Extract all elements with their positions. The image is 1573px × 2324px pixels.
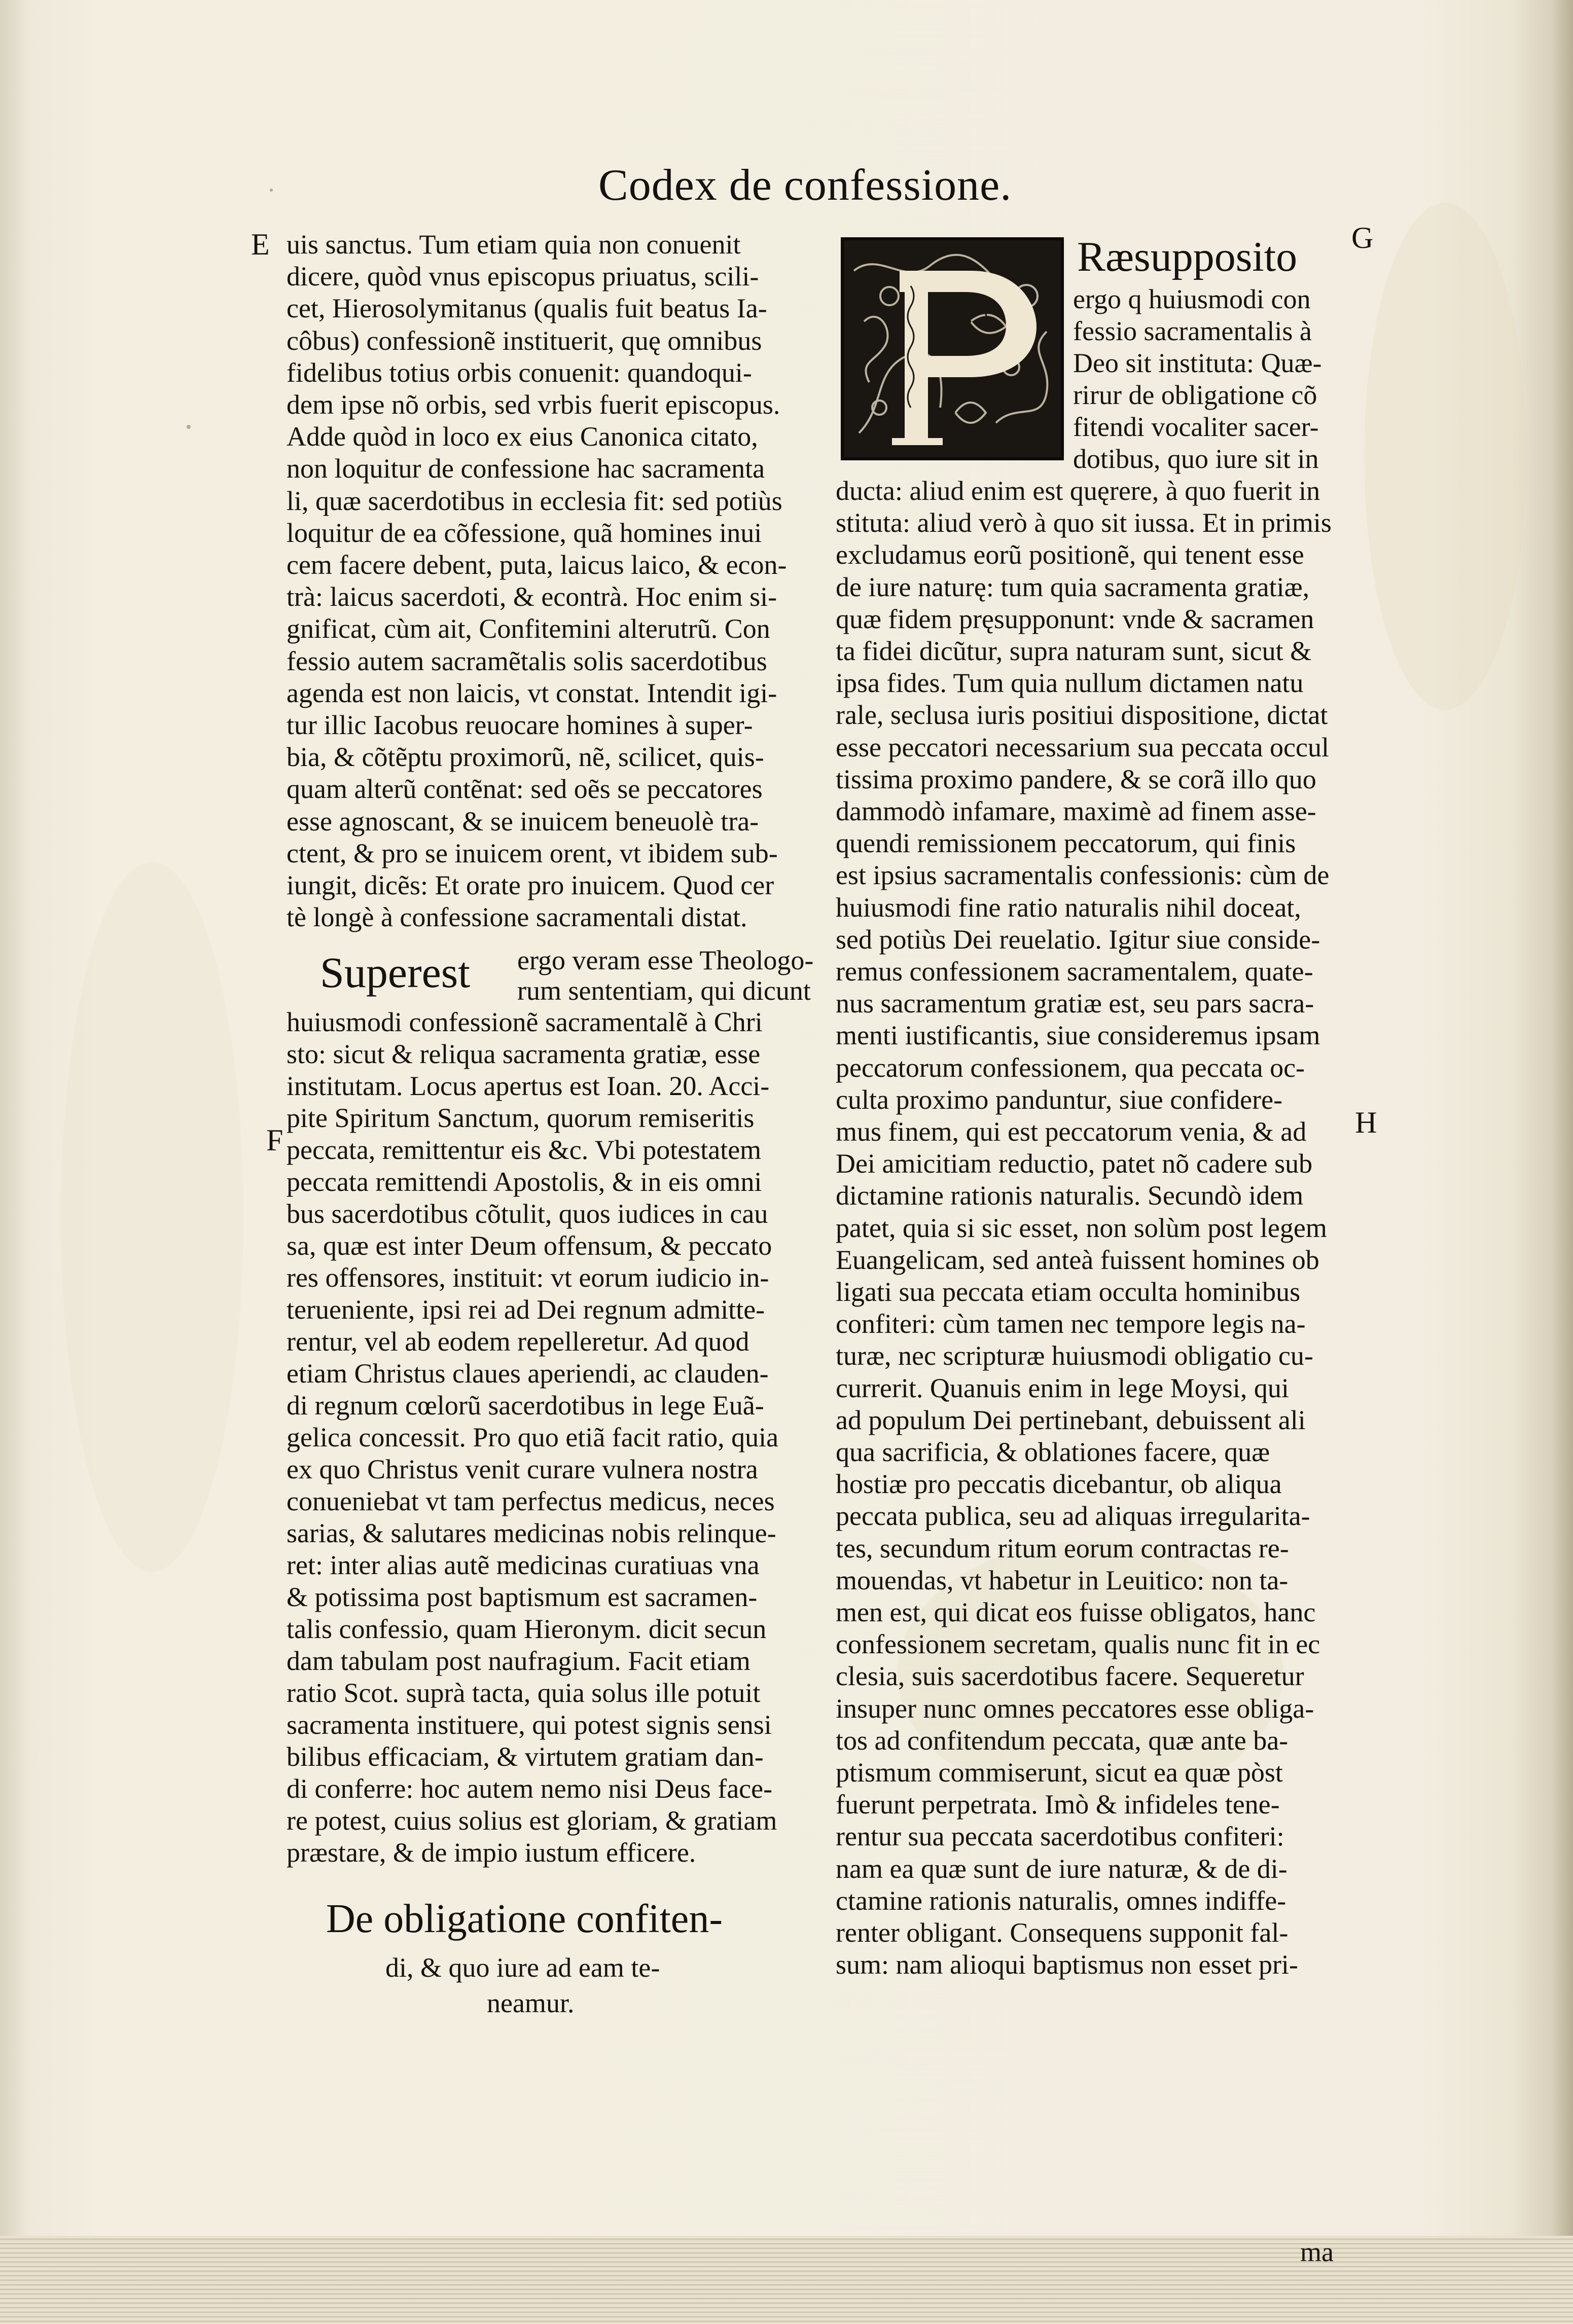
text-line: res offensores, instituit: vt eorum iudicio in- [287, 1262, 769, 1293]
text-line: ligati sua peccata etiam occulta hominibus [836, 1277, 1301, 1307]
text-line: li, quæ sacerdotibus in ecclesia fit: sed potiùs [287, 485, 782, 516]
text-line: remus confessionem sacramentalem, quate- [836, 956, 1313, 987]
margin-letter-g: G [1351, 221, 1374, 255]
text-line: bilibus efficaciam, & virtutem gratiam dan- [287, 1741, 764, 1772]
text-line: fidelibus totius orbis conuenit: quandoqui- [287, 357, 752, 388]
text-line: non loquitur de confessione hac sacramenta [287, 453, 765, 484]
margin-letter-e: E [251, 228, 270, 261]
text-line: culta proximo panduntur, siue confidere- [836, 1084, 1283, 1115]
text-line: Deo sit instituta: Quæ- [1073, 348, 1322, 378]
text-line: conueniebat vt tam perfectus medicus, neces [287, 1486, 775, 1516]
text-line: dotibus, quo iure sit in [1073, 444, 1319, 474]
text-line: excludamus eorũ positionẽ, qui tenent esse [836, 539, 1304, 570]
text-line: confiteri: cùm tamen nec tempore legis na- [836, 1309, 1306, 1339]
text-line: sto: sicut & reliqua sacramenta gratiæ, esse [287, 1039, 761, 1069]
text-line: tes, secundum ritum eorum contractas re- [836, 1533, 1289, 1564]
text-line: cet, Hierosolymitanus (qualis fuit beatus Ia- [287, 293, 767, 324]
text-line: huiusmodi confessionẽ sacramentalẽ à Chri [287, 1007, 763, 1037]
text-line: fuerunt perpetrata. Imò & infideles tene- [836, 1789, 1280, 1820]
text-line: rale, seclusa iuris positiui dispositione, dictat [836, 700, 1328, 731]
text-line: quendi remissionem peccatorum, qui finis [836, 828, 1296, 859]
text-line: dicere, quòd vnus episcopus priuatus, scili- [287, 261, 759, 292]
text-line: ex quo Christus venit curare vulnera nostra [287, 1454, 758, 1484]
text-line: peccata, remittentur eis &c. Vbi potestatem [287, 1135, 762, 1165]
catchword: ma [1300, 2237, 1334, 2267]
decorated-initial-p [841, 237, 1064, 460]
text-line: clesia, suis sacerdotibus facere. Sequeretur [836, 1661, 1304, 1692]
text-line: peccatorum confessionem, qua peccata oc- [836, 1052, 1305, 1083]
text-line: sacramenta instituere, qui potest signis sensi [287, 1710, 772, 1740]
text-line: hostiæ pro peccatis dicebantur, ob aliqua [836, 1469, 1282, 1500]
text-line: etiam Christus claues aperiendi, ac clauden- [287, 1358, 769, 1389]
section-title-line-1: De obligatione confiten- [326, 1897, 723, 1941]
text-line: di conferre: hoc autem nemo nisi Deus face- [287, 1773, 773, 1804]
text-line: est ipsius sacramentalis confessionis: cùm de [836, 860, 1330, 891]
text-line: ad populum Dei pertinebant, debuissent ali [836, 1404, 1306, 1435]
text-line: sum: nam alioqui baptismus non esset pri- [836, 1949, 1298, 1980]
text-line: quam alterũ contẽnat: sed oẽs se peccatores [287, 774, 763, 805]
text-line: institutam. Locus apertus est Ioan. 20. Acci- [287, 1071, 770, 1101]
text-line: iungit, dicẽs: Et orate pro inuicem. Quod cer [287, 870, 774, 900]
superest-word: Superest [320, 948, 471, 997]
text-line: fessio sacramentalis à [1073, 316, 1312, 346]
text-line: bus sacerdotibus cõtulit, quos iudices in cau [287, 1199, 768, 1229]
text-line: ducta: aliud enim est quęrere, à quo fuerit in [836, 476, 1320, 506]
text-line: currerit. Quanuis enim in lege Moysi, qui [836, 1372, 1289, 1403]
text-line: bia, & cõtẽptu proximorũ, nẽ, scilicet, quis- [287, 742, 764, 773]
text-line: insuper nunc omnes peccatores esse obliga- [836, 1693, 1314, 1724]
text-line: nus sacramentum gratiæ est, seu pars sacra- [836, 988, 1314, 1019]
text-line: Adde quòd in loco ex eius Canonica citato, [287, 421, 758, 452]
text-line: esse agnoscant, & se inuicem beneuolè tra- [287, 806, 759, 837]
text-line: ret: inter alias autẽ medicinas curatiuas vna [287, 1550, 760, 1580]
text-line: dammodò infamare, maximè ad finem asse- [836, 796, 1316, 826]
text-line: re potest, cuius solius est gloriam, & gratiam [287, 1805, 777, 1836]
text-line: confessionem secretam, qualis nunc fit in ec [836, 1629, 1320, 1660]
text-line: dictamine rationis naturalis. Secundò idem [836, 1180, 1304, 1211]
text-line: terueniente, ipsi rei ad Dei regnum admitte- [287, 1294, 765, 1325]
text-line: nam ea quæ sunt de iure naturæ, & de di- [836, 1853, 1288, 1884]
margin-letter-h: H [1355, 1106, 1377, 1139]
margin-letter-f: F [266, 1123, 283, 1157]
section-title-line-3: neamur. [487, 1988, 575, 2018]
text-line: ergo q huiusmodi con [1073, 284, 1311, 314]
text-line: gnificat, cùm ait, Confitemini alterutrũ. Con [287, 613, 770, 644]
text-line: uis sanctus. Tum etiam quia non conuenit [287, 229, 741, 260]
page-edges [0, 2236, 1573, 2324]
text-line: stituta: aliud verò à quo sit iussa. Et in primis [836, 507, 1332, 538]
section-title-line-2: di, & quo iure ad eam te- [385, 1952, 660, 1983]
floral-ornament-icon [844, 240, 1061, 457]
text-line: tè longè à confessione sacramentali distat. [287, 902, 747, 933]
text-line: gelica concessit. Pro quo etiã facit ratio, quia [287, 1422, 779, 1453]
text-line: agenda est non laicis, vt constat. Intendit igi- [287, 677, 777, 708]
text-line: Dei amicitiam reductio, patet nõ cadere sub [836, 1148, 1313, 1179]
text-line: trà: laicus sacerdoti, & econtrà. Hoc enim si- [287, 582, 777, 612]
text-line: ipsa fides. Tum quia nullum dictamen natu [836, 668, 1304, 699]
text-line: mouendas, vt habetur in Leuitico: non ta- [836, 1565, 1289, 1595]
text-line: tur illic Iacobus reuocare homines à super- [287, 710, 753, 740]
text-line: præstare, & de impio iustum efficere. [287, 1837, 696, 1868]
text-line: qua sacrificia, & oblationes facere, quæ [836, 1437, 1270, 1467]
text-line: rentur sua peccata sacerdotibus confiteri: [836, 1821, 1284, 1852]
text-line: Euangelicam, sed anteà fuissent homines ob [836, 1244, 1319, 1275]
text-line: esse peccatori necessarium sua peccata occul [836, 732, 1329, 762]
text-line: quæ fidem pręsupponunt: vnde & sacramen [836, 603, 1314, 634]
text-line: pite Spiritum Sanctum, quorum remiseritis [287, 1103, 755, 1133]
text-line: di regnum cœlorũ sacerdotibus in lege Euã- [287, 1390, 764, 1421]
text-line: patet, quia si sic esset, non solùm post legem [836, 1212, 1327, 1243]
text-line: ta fidei dicũtur, supra naturam sunt, sicut & [836, 636, 1312, 666]
superest-line-1: ergo veram esse Theologo- [517, 945, 814, 975]
text-line: sed potiùs Dei reuelatio. Igitur siue conside- [836, 924, 1320, 955]
text-line: fessio autem sacramẽtalis solis sacerdotibus [287, 645, 767, 676]
text-line: de iure naturę: tum quia sacramenta gratiæ, [836, 571, 1310, 602]
text-line: fitendi vocaliter sacer- [1073, 412, 1319, 442]
text-line: peccata remittendi Apostolis, & in eis omni [287, 1167, 762, 1197]
text-line: dem ipse nõ orbis, sed vrbis fuerit episcopus. [287, 389, 780, 420]
superest-line-2: rum sententiam, qui dicunt [517, 975, 811, 1006]
text-line: tos ad confitendum peccata, quæ ante ba- [836, 1725, 1289, 1756]
text-line: tissima proximo pandere, & se corã illo quo [836, 764, 1316, 794]
text-line: ptismum commiserunt, sicut ea quæ pòst [836, 1757, 1283, 1788]
right-heading-raesupposito: Ræsupposito [1077, 233, 1298, 280]
text-line: ctamine rationis naturalis, omnes indiffe- [836, 1885, 1286, 1916]
text-line: dam tabulam post naufragium. Facit etiam [287, 1646, 750, 1676]
text-line: peccata publica, seu ad aliquas irregularita- [836, 1501, 1310, 1532]
text-line: ctent, & pro se inuicem orent, vt ibidem sub- [287, 838, 778, 868]
text-line: rirur de obligatione cõ [1073, 380, 1317, 410]
text-line: huiusmodi fine ratio naturalis nihil doceat, [836, 892, 1301, 923]
running-head: Codex de confessione. [598, 161, 1012, 210]
text-line: loquitur de ea cõfessione, quã homines inui [287, 517, 762, 548]
text-line: rentur, vel ab eodem repelleretur. Ad quod [287, 1326, 749, 1357]
text-line: ratio Scot. suprà tacta, quia solus ille potuit [287, 1678, 761, 1708]
text-line: renter obligant. Consequens supponit fal- [836, 1917, 1289, 1948]
text-line: & potissima post baptismum est sacramen- [287, 1582, 758, 1612]
text-line: cem facere debent, puta, laicus laico, & econ- [287, 550, 787, 580]
text-line: talis confessio, quam Hieronym. dicit secun [287, 1614, 767, 1644]
text-line: sa, quæ est inter Deum offensum, & peccato [287, 1230, 772, 1261]
text-line: turæ, nec scripturæ huiusmodi obligatio cu- [836, 1340, 1313, 1371]
text-line: mus finem, qui est peccatorum venia, & ad [836, 1116, 1307, 1147]
text-line: menti iustificantis, siue consideremus ipsam [836, 1020, 1320, 1051]
text-line: sarias, & salutares medicinas nobis relinque- [287, 1518, 776, 1548]
text-line: men est, qui dicat eos fuisse obligatos, hanc [836, 1597, 1316, 1627]
text-line: côbus) confessionẽ instituerit, quę omnibus [287, 325, 762, 356]
